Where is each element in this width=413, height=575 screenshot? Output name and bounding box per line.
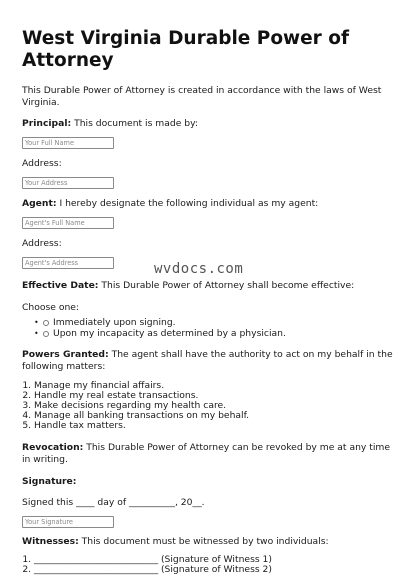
principal-address-field[interactable] [22, 177, 114, 189]
signature-label: Signature: [22, 476, 77, 487]
revocation-text: This Durable Power of Attorney can be revoked by me at any time in writing. [22, 442, 391, 465]
effective-options [22, 317, 394, 339]
witnesses-line [22, 536, 394, 548]
powers-text: The agent shall have the authority to act on my behalf in the following matters: [22, 349, 393, 372]
principal-text: This document is made by: [71, 118, 198, 129]
list-item: 2. ___________________________ (Signature of Witness 2) [34, 565, 394, 575]
principal-line [22, 118, 394, 130]
option-label: Upon my incapacity as determined by a physician. [53, 328, 286, 339]
option-label: Immediately upon signing. [53, 317, 176, 328]
witnesses-label: Witnesses: [22, 536, 79, 547]
list-item: 4. Manage all banking transactions on my behalf. [34, 411, 394, 421]
principal-name-field[interactable] [22, 137, 114, 149]
revocation-line [22, 442, 394, 466]
agent-line [22, 198, 394, 210]
effective-label: Effective Date: [22, 280, 99, 291]
witnesses-list [22, 555, 394, 575]
intro-text: This Durable Power of Attorney is created in accordance with the laws of West Virginia. [22, 85, 382, 108]
witnesses-text: This document must be witnessed by two individuals: [78, 536, 329, 547]
powers-list [22, 381, 394, 431]
list-item: 2. Handle my real estate transactions. [34, 391, 394, 401]
page-title: West Virginia Durable Power of Attorney [22, 28, 350, 71]
watermark: wvdocs.com [154, 261, 244, 277]
choose-one-label: Choose one: [22, 302, 80, 313]
list-item: 1. Manage my financial affairs. [34, 381, 394, 391]
agent-address-field[interactable] [22, 257, 114, 269]
powers-label: Powers Granted: [22, 349, 109, 360]
revocation-label: Revocation: [22, 442, 84, 453]
agent-address-label: Address: [22, 238, 62, 249]
signature-field[interactable] [22, 516, 114, 528]
agent-label: Agent: [22, 198, 57, 209]
radio-button[interactable] [43, 331, 49, 337]
principal-label: Principal: [22, 118, 72, 129]
list-item: 3. Make decisions regarding my health care. [34, 401, 394, 411]
principal-address-label: Address: [22, 158, 62, 169]
agent-name-field[interactable] [22, 217, 114, 229]
option-immediately[interactable] [34, 317, 394, 328]
effective-text: This Durable Power of Attorney shall become effective: [98, 280, 355, 291]
signature-heading [22, 476, 394, 488]
document [22, 28, 394, 575]
bullet-icon: • [34, 329, 39, 338]
list-item: 5. Handle tax matters. [34, 421, 394, 431]
agent-text: I hereby designate the following individual as my agent: [56, 198, 319, 209]
signed-line: Signed this ____ day of __________, 20__. [22, 497, 205, 508]
list-item: 1. ___________________________ (Signature of Witness 1) [34, 555, 394, 565]
option-incapacity[interactable] [34, 328, 394, 339]
effective-line [22, 280, 394, 292]
bullet-icon: • [34, 318, 39, 327]
powers-line [22, 349, 394, 373]
radio-button[interactable] [43, 320, 49, 326]
